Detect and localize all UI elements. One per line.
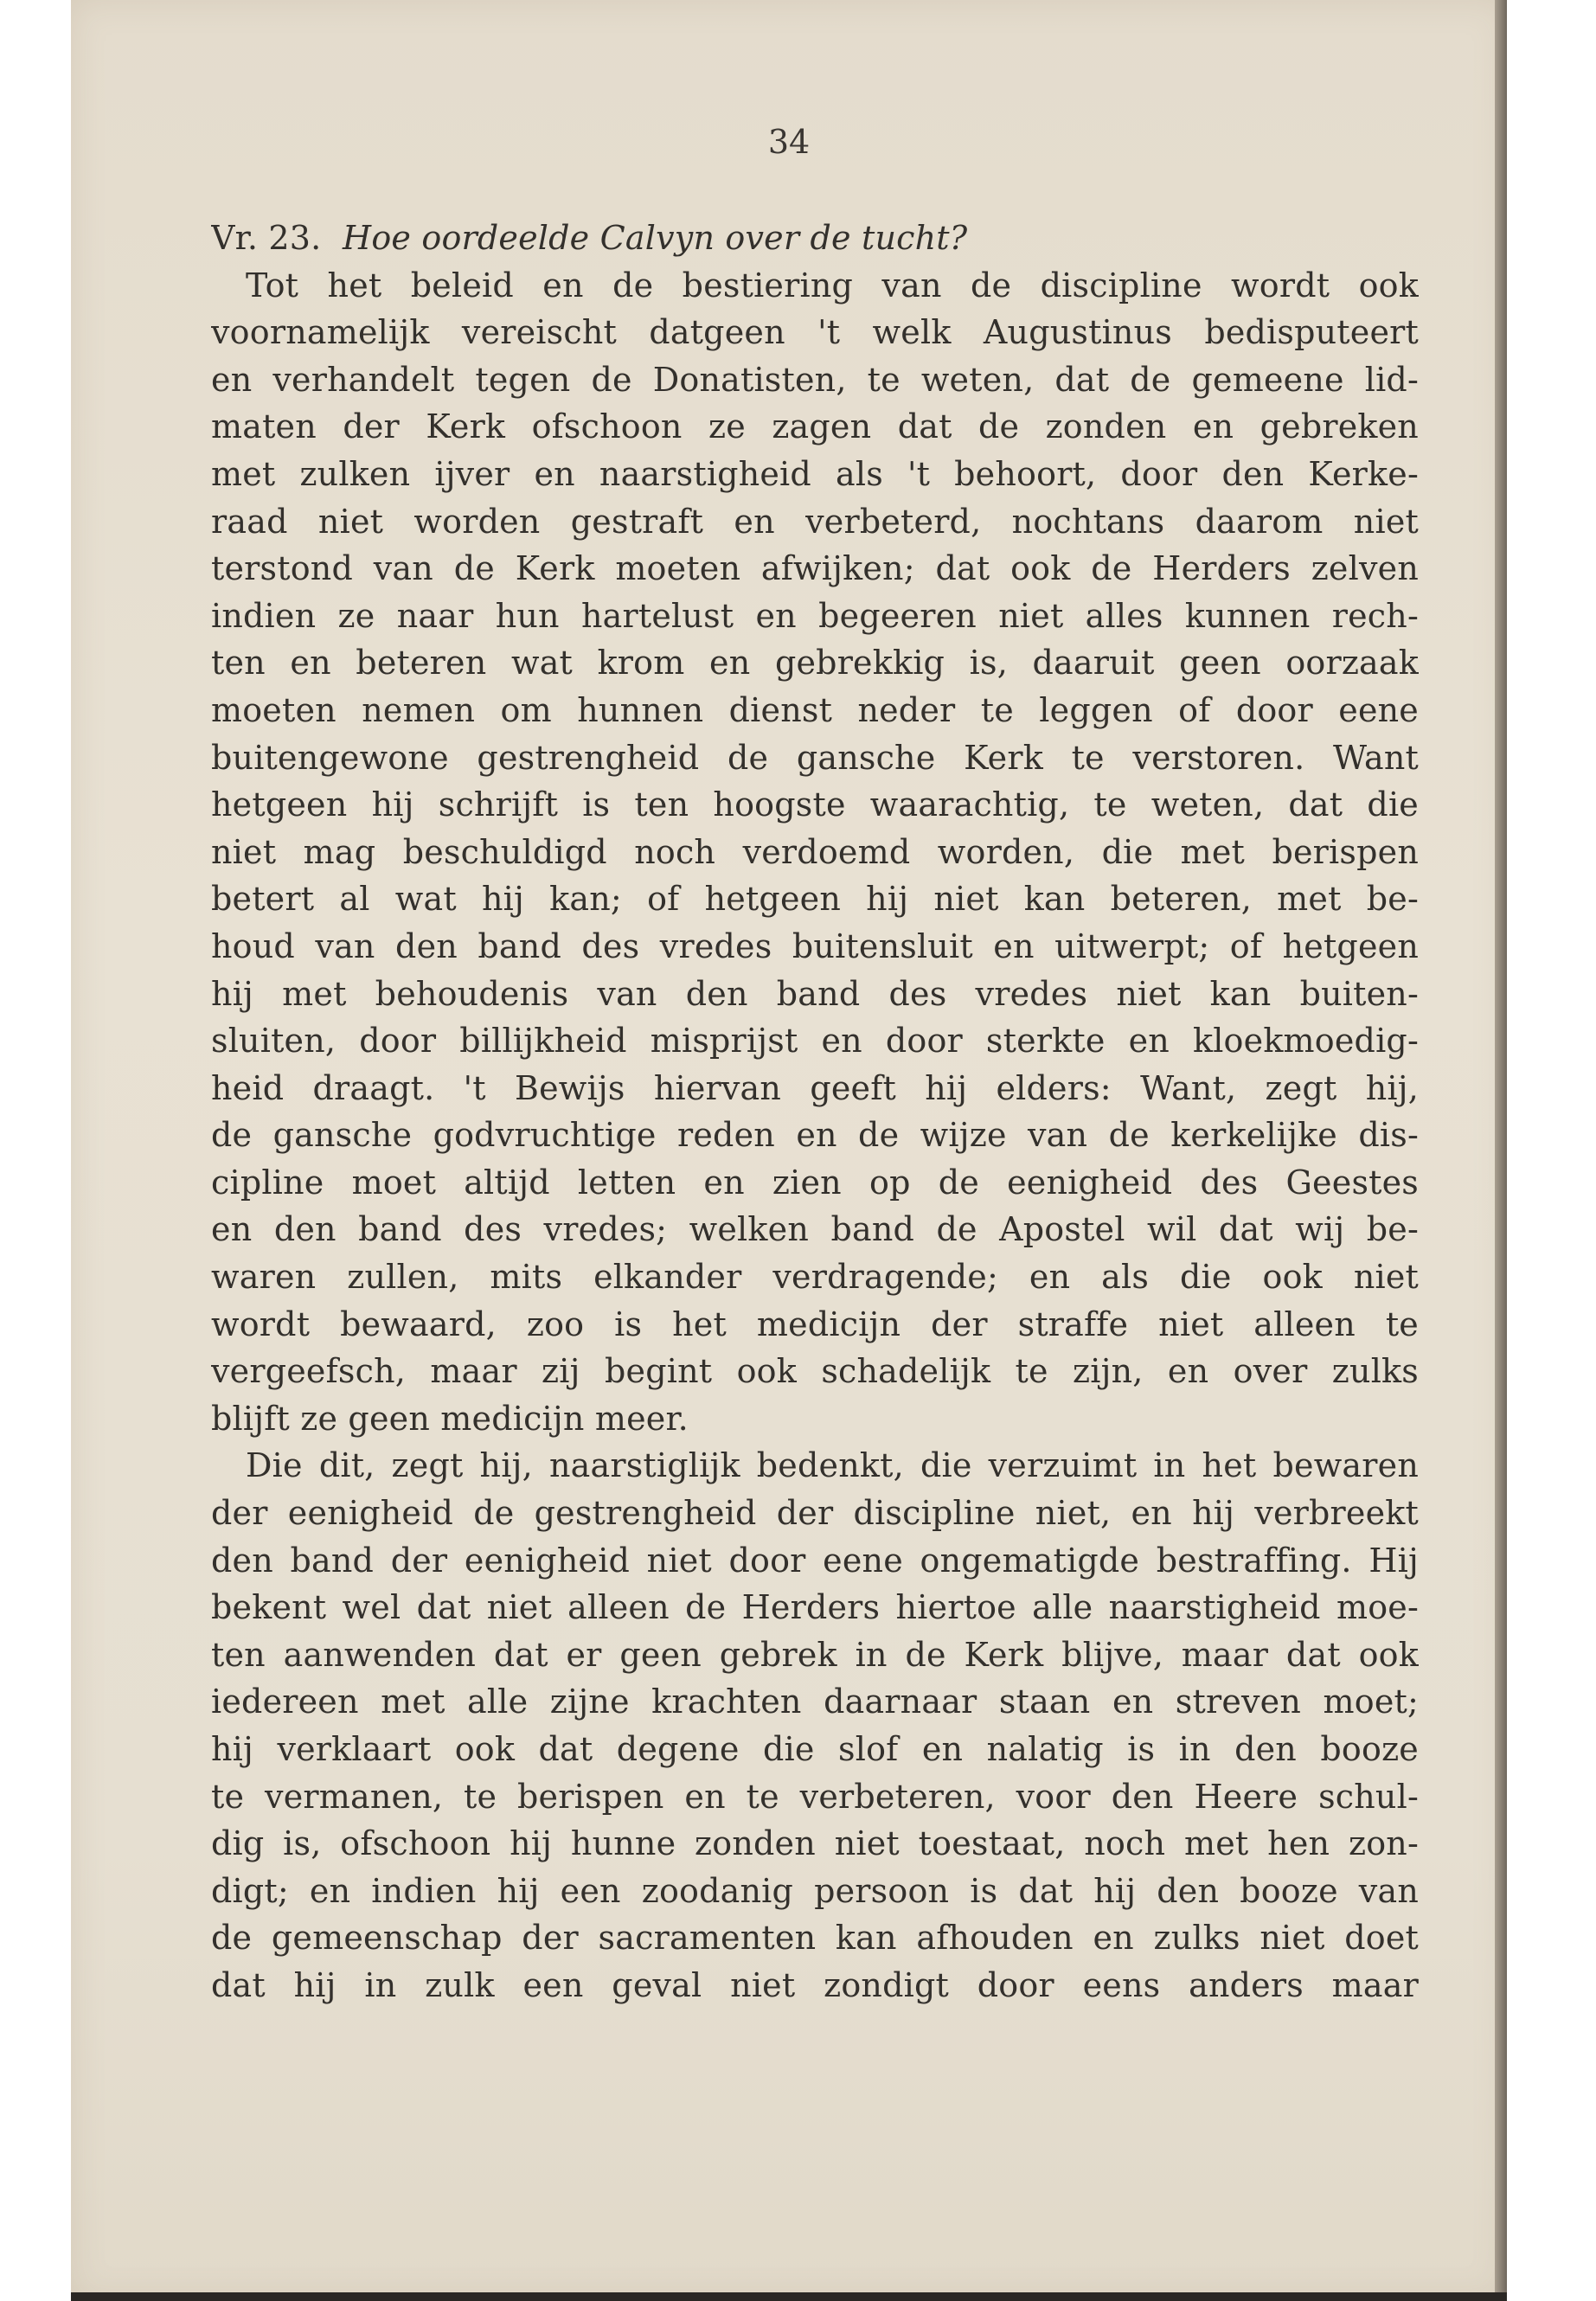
text-line: terstond van de Kerk moeten afwijken; dat ook de Herders zelven [211, 549, 1419, 588]
text-line: dig is, ofschoon hij hunne zonden niet toestaat, noch met hen zon- [211, 1824, 1419, 1863]
text-line: te vermanen, te berispen en te verbeteren, voor den Heere schul- [211, 1777, 1419, 1816]
text-line: wordt bewaard, zoo is het medicijn der straffe niet alleen te [211, 1304, 1419, 1343]
text-line: moeten nemen om hunnen dienst neder te leggen of door eene [211, 690, 1419, 729]
body-text [211, 215, 1419, 2009]
question-label: Vr. 23. [211, 219, 322, 257]
text-line: vergeefsch, maar zij begint ook schadelijk te zijn, en over zulks [211, 1352, 1419, 1391]
question-heading [211, 215, 1419, 262]
text-line: buitengewone gestrengheid de gansche Kerk te verstoren. Want [211, 738, 1419, 777]
text-line: bekent wel dat niet alleen de Herders hiertoe alle naarstigheid moe- [211, 1588, 1419, 1627]
page-edge-shadow [1495, 0, 1507, 2301]
text-line: houd van den band des vredes buitensluit en uitwerpt; of hetgeen [211, 926, 1419, 965]
text-line: niet mag beschuldigd noch verdoemd worden, die met berispen [211, 832, 1419, 871]
paragraph-2 [211, 1442, 1419, 2009]
text-line: en verhandelt tegen de Donatisten, te weten, dat de gemeene lid- [211, 360, 1419, 399]
text-line: raad niet worden gestraft en verbeterd, nochtans daarom niet [211, 502, 1419, 541]
text-line: dat hij in zulk een geval niet zondigt door eens anders maar [211, 1965, 1419, 2004]
text-line: Tot het beleid en de bestiering van de discipline wordt ook [246, 266, 1419, 304]
text-line: ten en beteren wat krom en gebrekkig is, daaruit geen oorzaak [211, 644, 1419, 683]
text-line: waren zullen, mits elkander verdragende; en als die ook niet [211, 1258, 1419, 1297]
text-line: en den band des vredes; welken band de Apostel wil dat wij be- [211, 1210, 1419, 1249]
text-line: den band der eenigheid niet door eene ongematigde bestraffing. Hij [211, 1541, 1419, 1580]
text-line: ten aanwenden dat er geen gebrek in de Kerk blijve, maar dat ook [211, 1635, 1419, 1674]
text-line: voornamelijk vereischt datgeen 't welk Augustinus bedisputeert [211, 313, 1419, 352]
text-line: sluiten, door billijkheid misprijst en door sterkte en kloekmoedig- [211, 1022, 1419, 1061]
book-page [71, 0, 1507, 2301]
text-line: hetgeen hij schrijft is ten hoogste waarachtig, te weten, dat die [211, 785, 1419, 824]
text-line: de gansche godvruchtige reden en de wijze van de kerkelijke dis- [211, 1116, 1419, 1155]
text-line: der eenigheid de gestrengheid der discipline niet, en hij verbreekt [211, 1494, 1419, 1533]
text-line: hij verklaart ook dat degene die slof en nalatig is in den booze [211, 1730, 1419, 1768]
text-line: met zulken ijver en naarstigheid als 't behoort, door den Kerke- [211, 454, 1419, 493]
text-line: indien ze naar hun hartelust en begeeren niet alles kunnen rech- [211, 596, 1419, 635]
text-line: blijft ze geen medicijn meer. [211, 1399, 689, 1438]
text-line: digt; en indien hij een zoodanig persoon is dat hij den booze van [211, 1871, 1419, 1910]
page-number: 34 [767, 123, 811, 161]
text-line: de gemeenschap der sacramenten kan afhouden en zulks niet doet [211, 1919, 1419, 1958]
text-line: heid draagt. 't Bewijs hiervan geeft hij elders: Want, zegt hij, [211, 1068, 1419, 1107]
text-line: Die dit, zegt hij, naarstiglijk bedenkt, die verzuimt in het bewaren [246, 1446, 1419, 1485]
text-line: hij met behoudenis van den band des vredes niet kan buiten- [211, 974, 1419, 1013]
text-line: cipline moet altijd letten en zien op de eenigheid des Geestes [211, 1163, 1419, 1202]
question-text: Hoe oordeelde Calvyn over de tucht? [343, 219, 968, 257]
text-line: maten der Kerk ofschoon ze zagen dat de zonden en gebreken [211, 407, 1419, 446]
text-line: betert al wat hij kan; of hetgeen hij niet kan beteren, met be- [211, 880, 1419, 919]
text-line: iedereen met alle zijne krachten daarnaar staan en streven moet; [211, 1682, 1419, 1721]
paragraph-1 [211, 262, 1419, 1443]
page-bottom-edge [71, 2292, 1507, 2301]
